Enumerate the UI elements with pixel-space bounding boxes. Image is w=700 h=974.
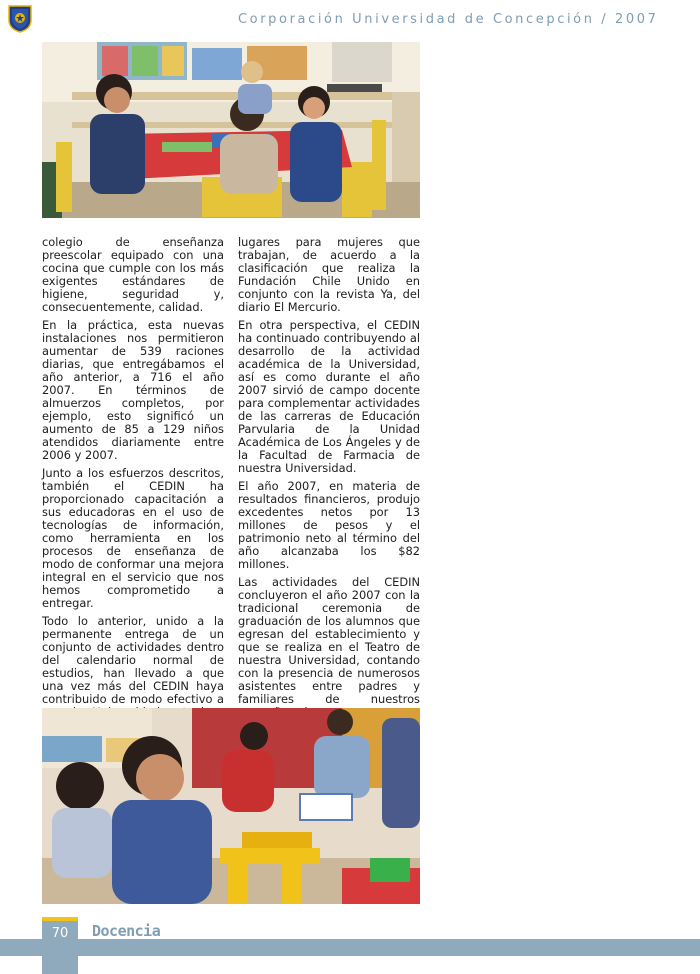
page-number: 70 [51,926,69,941]
paragraph: En la práctica, esta nuevas instalaciones nos permitieron aumentar de 539 raciones diarias, que entregábamos el año anterior, a 716 el año 2007. En términos de almuerzos completos, por ejemplo, esto significó un aumento de 85 a 129 niños atendidos diariamente entre 2006 y 2007. [42,318,224,462]
footer-bar [0,939,700,956]
paragraph: lugares para mujeres que trabajan, de acuerdo a la clasificación que realiza la Fundación Chile Unido en conjunto con la revista Ya, del diario El Mercurio. [238,235,420,314]
classroom-photo-bottom [42,708,420,904]
paragraph: Todo lo anterior, unido a la permanente entrega de un conjunto de actividades dentro del calendario normal de estudios, han llevado a que una vez más del CEDIN haya contribuido de modo efectivo a [42,614,224,706]
paragraph: El año 2007, en materia de resultados financieros, produjo excedentes netos por 13 millones de pesos y el patrimonio neto al término del año alcanzaba los $82 millones. [238,479,420,571]
text-column-left [42,236,224,763]
paragraph: colegio de enseñanza preescolar equipado con una cocina que cumple con los más exigentes estándares de higiene, seguridad y, consecuentemente, calidad. [42,235,224,314]
university-shield-icon [8,5,32,33]
header-title: Corporación Universidad de Concepción / 2007 [238,12,659,27]
text-column-right [238,236,420,724]
classroom-photo-top [42,42,420,218]
paragraph: Las actividades del CEDIN concluyeron el año 2007 con la tradicional ceremonia de graduación de los alumnos que egresan del establecimiento y que se realiza en el Teatro de nuestra Universidad, contando con la presencia de numerosos asistentes entre padres y familiares de nuestros [238,575,420,706]
paragraph: En otra perspectiva, el CEDIN ha continuado contribuyendo al desarrollo de la actividad académica de la Universidad, así es como durante el año 2007 sirvió de campo docente para complementar actividades de las carreras de Educación Parvularia de la Unidad Académica de Los Ángeles y de la Facultad de Farmacia de nuestra Universidad. [238,318,420,475]
paragraph: Junto a los esfuerzos descritos, también el CEDIN ha proporcionado capacitación a sus educadoras en el uso de tecnologías de información, como herramienta en los procesos de enseñanza de modo de conformar una mejora integral en el servicio que nos hemos comprometido a entregar. [42,466,224,610]
section-name: Docencia [92,922,161,940]
